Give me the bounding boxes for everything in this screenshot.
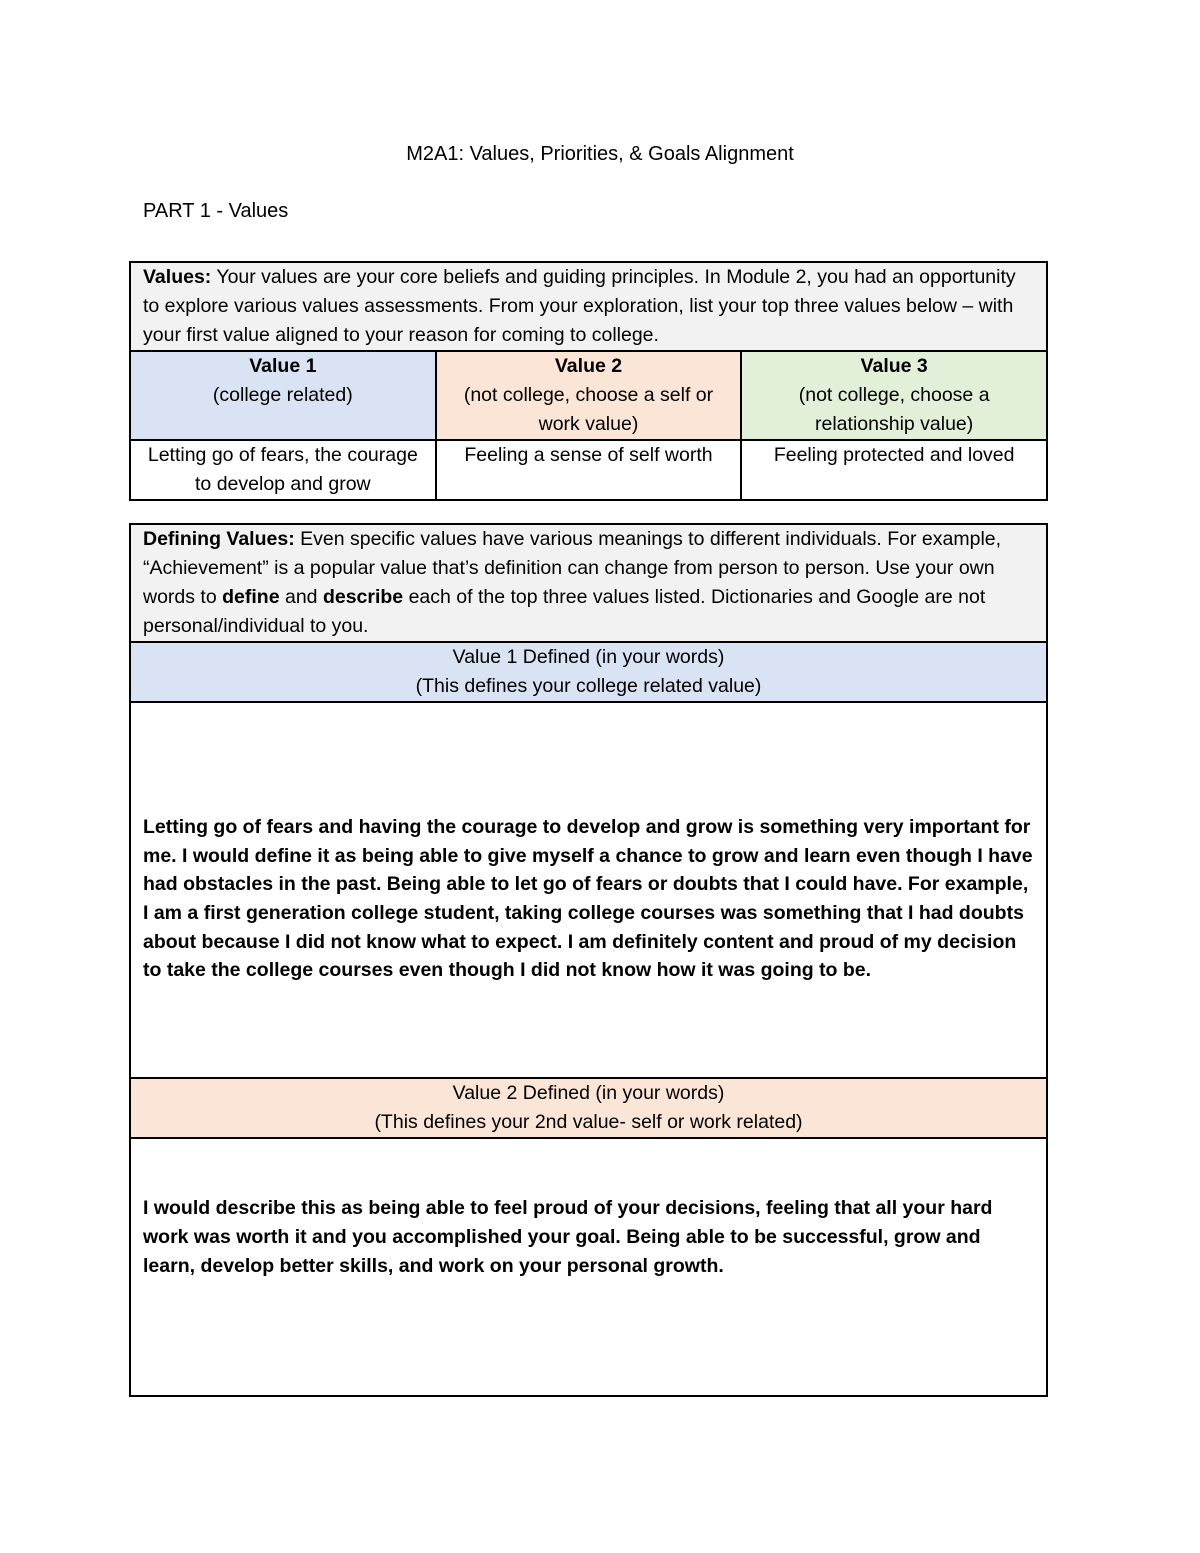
defining-label: Defining Values: [143,528,295,550]
defining-instructions [130,524,1047,642]
value-3-title: Value 3 [860,355,928,377]
defining-text-2: and [279,586,323,608]
value-1-defined-header [130,642,1047,702]
defining-values-table [129,523,1048,1397]
defining-bold-describe: describe [322,586,404,608]
value-2-defined-header [130,1078,1047,1138]
value-3-subtitle: (not college, choose a relationship value) [798,384,990,435]
values-text: Your values are your core beliefs and guiding principles. In Module 2, you had an opportunity to explore various values assessments. From your exploration, list your top three values below – with your first value aligned to your reason for coming to college. [143,266,1016,346]
value-1-definition-text: Letting go of fears and having the courage to develop and grow is something very important for me. I would define it as being able to give myself a chance to grow and learn even though I have had obstacles in the past. Being able to let go of fears or doubts that I could have. For example, I am a first generation college student, taking college courses was something that I had doubts about because I did not know what to expect. I am definitely content and proud of my decision to take the college courses even though I did not know how it was going to be. [143,815,1033,982]
value-2-definition [130,1138,1047,1396]
defining-bold-define: define [222,586,280,608]
value-1-answer: Letting go of fears, the courage to develop and grow [130,440,436,500]
value-1-defined-title: Value 1 Defined (in your words) [452,646,725,668]
value-2-header [436,351,742,440]
value-2-defined-title: Value 2 Defined (in your words) [452,1082,725,1104]
value-1-definition [130,702,1047,1078]
values-label: Values: [143,266,212,288]
value-3-header [741,351,1047,440]
values-table [129,261,1048,501]
value-2-definition-text: I would describe this as being able to feel proud of your decisions, feeling that all your hard work was worth it and you accomplished your goal. Being able to be successful, grow and learn, develop better skills, and work on your personal growth. [143,1197,993,1277]
page-title: M2A1: Values, Priorities, & Goals Alignment [406,143,794,165]
defining-text-1: Even specific values have various meanings to different individuals. For example, “Achievement” is a popular value that’s definition can change from person to person. Use your own words to [143,528,1002,608]
value-2-defined-subtitle: (This defines your 2nd value- self or work related) [374,1111,803,1133]
part-heading: PART 1 - Values [143,200,289,222]
value-1-header [130,351,436,440]
values-instructions [130,262,1047,351]
value-1-defined-subtitle: (This defines your college related value) [415,675,762,697]
value-3-answer: Feeling protected and loved [741,440,1047,500]
value-2-subtitle: (not college, choose a self or work value) [463,384,714,435]
defining-text-3: each of the top three values listed. Dictionaries and Google are not personal/individual to you. [143,586,986,637]
value-2-title: Value 2 [554,355,623,377]
value-2-answer: Feeling a sense of self worth [436,440,742,500]
value-1-title: Value 1 [249,355,317,377]
value-1-subtitle: (college related) [212,384,353,406]
